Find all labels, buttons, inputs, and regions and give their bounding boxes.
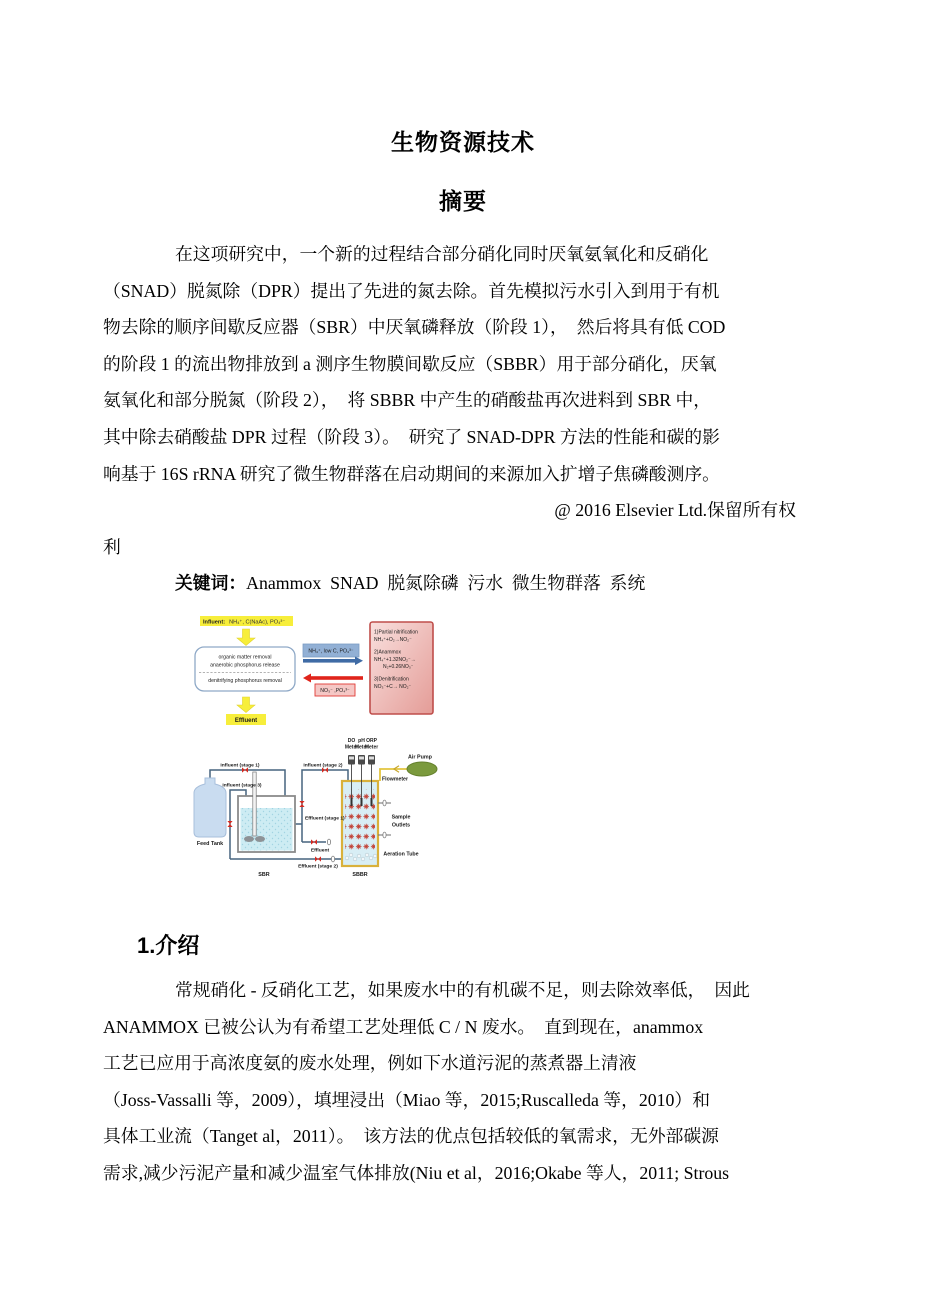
outlet-fitting-icon — [383, 832, 386, 838]
section-1-heading: 1.介绍 — [137, 933, 200, 958]
keywords-line — [103, 565, 826, 602]
abstract-line: 的阶段 1 的流出物排放到 a 测序生物膜间歇反应（SBBR）用于部分硝化，厌氧 — [103, 353, 717, 374]
down-arrow-icon — [237, 697, 255, 713]
svg-text:DO: DO — [347, 738, 356, 744]
process-diagram — [190, 612, 456, 890]
sample-outlets-label: Sample — [391, 814, 411, 821]
stirrer-shaft — [253, 772, 256, 836]
air-pump-label: Air Pump — [408, 754, 432, 761]
svg-text:3)Denitrification: 3)Denitrification — [374, 676, 409, 683]
keywords-text: Anammox SNAD 脱氮除磷 污水 微生物群落 系统 — [246, 573, 646, 593]
valve-icon — [311, 839, 317, 844]
aeration-tube-label: Aeration Tube — [383, 851, 419, 858]
svg-text:Effluent: Effluent — [310, 848, 330, 854]
intro-line: 需求,减少污泥产量和减少温室气体排放(Niu et al，2016;Okabe 等人，2011; Strous — [103, 1162, 730, 1183]
flowmeter-label: Flowmeter — [382, 776, 408, 783]
svg-text:2)Anammox: 2)Anammox — [374, 649, 401, 656]
svg-text:Meter: Meter — [364, 744, 379, 751]
svg-text:Influent (stage 2): Influent (stage 2) — [303, 763, 343, 769]
effluent-text: Effluent — [234, 717, 258, 724]
abstract-line: 其中除去硝酸盐 DPR 过程（阶段 3）。 研究了 SNAD-DPR 方法的性能和碳的影 — [103, 426, 720, 447]
abstract-line: 在这项研究中，一个新的过程结合部分硝化同时厌氧氨氧化和反硝化 — [175, 244, 709, 264]
keywords-label: 关键词： — [175, 573, 247, 593]
copyright-line: @ 2016 Elsevier Ltd.保留所有权 — [554, 500, 796, 521]
svg-text:1)Partial nitrification: 1)Partial nitrification — [374, 629, 418, 636]
down-arrow-icon — [237, 629, 255, 646]
abstract-line: 物去除的顺序间歇反应器（SBR）中厌氧磷释放（阶段 1）， 然后将具有低 COD — [103, 317, 726, 338]
intro-line: 工艺已应用于高浓度氨的废水处理，例如下水道污泥的蒸煮器上清液 — [103, 1053, 637, 1074]
svg-text:Meter: Meter — [354, 744, 369, 751]
valve-icon — [315, 856, 321, 861]
stirrer-paddle — [255, 836, 265, 842]
svg-text:Influent (stage 3): Influent (stage 3) — [222, 783, 262, 789]
outlet-fitting-icon — [327, 839, 330, 845]
svg-text:ORP: ORP — [366, 738, 377, 744]
svg-text:Effluent (stage 2): Effluent (stage 2) — [298, 864, 338, 870]
copyright-line-wrap: 利 — [103, 536, 121, 557]
valve-icon — [227, 821, 232, 827]
intro-line: ANAMMOX 已被公认为有希望工艺处理低 C / N 废水。 直到现在，anammox — [103, 1016, 704, 1037]
air-pump — [407, 762, 437, 776]
svg-text:pH: pH — [358, 738, 365, 744]
document-title: 生物资源技术 — [391, 129, 535, 155]
intro-paragraph — [103, 972, 826, 1192]
process-figure — [190, 612, 456, 890]
sbr-label: SBR — [258, 872, 270, 878]
intro-line: 常规硝化 - 反硝化工艺，如果废水中的有机碳不足，则去除效率低， 因此 — [175, 980, 750, 1000]
sample-outlet-pipes — [378, 803, 391, 835]
right-arrow-icon — [303, 657, 363, 666]
svg-text:Influent (stage 1): Influent (stage 1) — [220, 763, 260, 769]
sbr-water — [241, 808, 293, 851]
stirrer-paddle — [244, 836, 254, 842]
outlet-fitting-icon — [383, 800, 386, 806]
svg-text:NH₄⁺+1.32NO₂⁻→: NH₄⁺+1.32NO₂⁻→ — [374, 657, 416, 663]
svg-text:NO₃⁻+C→ NO₂⁻: NO₃⁻+C→ NO₂⁻ — [374, 684, 412, 690]
box-line: organic matter removal — [218, 654, 272, 661]
abstract-line: 响基于 16S rRNA 研究了微生物群落在启动期间的来源加入扩增子焦磷酸测序。 — [103, 463, 720, 484]
meter-icons — [348, 755, 375, 765]
feed-tank — [194, 778, 226, 837]
abstract-line: （SNAD）脱氮除（DPR）提出了先进的氮去除。首先模拟污水引入到用于有机 — [103, 280, 720, 301]
intro-line: （Joss-Vassalli 等，2009），填埋浸出（Miao 等，2015;Ruscalleda 等，2010）和 — [103, 1089, 710, 1110]
meter-labels — [345, 738, 378, 751]
abstract-paragraph — [103, 236, 826, 565]
outlet-fitting-icon — [331, 856, 334, 862]
svg-text:Effluent (stage 1): Effluent (stage 1) — [305, 816, 345, 822]
box-line: anaerobic phosphorus release — [210, 662, 280, 669]
left-arrow-icon — [303, 674, 363, 683]
svg-text:Meter: Meter — [344, 744, 359, 751]
sample-outlets-label: Outlets — [391, 822, 411, 829]
valve-icon — [299, 801, 304, 807]
svg-text:NH₄⁺+O₂→NO₂⁻: NH₄⁺+O₂→NO₂⁻ — [374, 637, 412, 643]
abstract-line: 氨氧化和部分脱氮（阶段 2）， 将 SBBR 中产生的硝酸盐再次进料到 SBR 中， — [103, 390, 712, 411]
sbbr-label: SBBR — [352, 872, 368, 878]
forward-stream-text: NH₄⁺, low C, PO₄³⁻ — [308, 648, 354, 655]
intro-line: 具体工业流（Tanget al，2011）。 该方法的优点包括较低的氧需求，无外部碳源 — [103, 1126, 719, 1147]
return-stream-text: NO₃⁻ ,PO₄³⁻ — [320, 687, 350, 694]
box-line: denitrifying phosphorus removal — [208, 678, 282, 684]
feed-tank-label: Feed Tank — [196, 841, 224, 847]
influent-text: Influent: NH₄⁺, C(NaAc), PO₄³⁻ — [203, 619, 286, 626]
svg-text:N₂+0.26NO₃⁻: N₂+0.26NO₃⁻ — [383, 664, 414, 670]
abstract-heading: 摘要 — [439, 188, 487, 214]
